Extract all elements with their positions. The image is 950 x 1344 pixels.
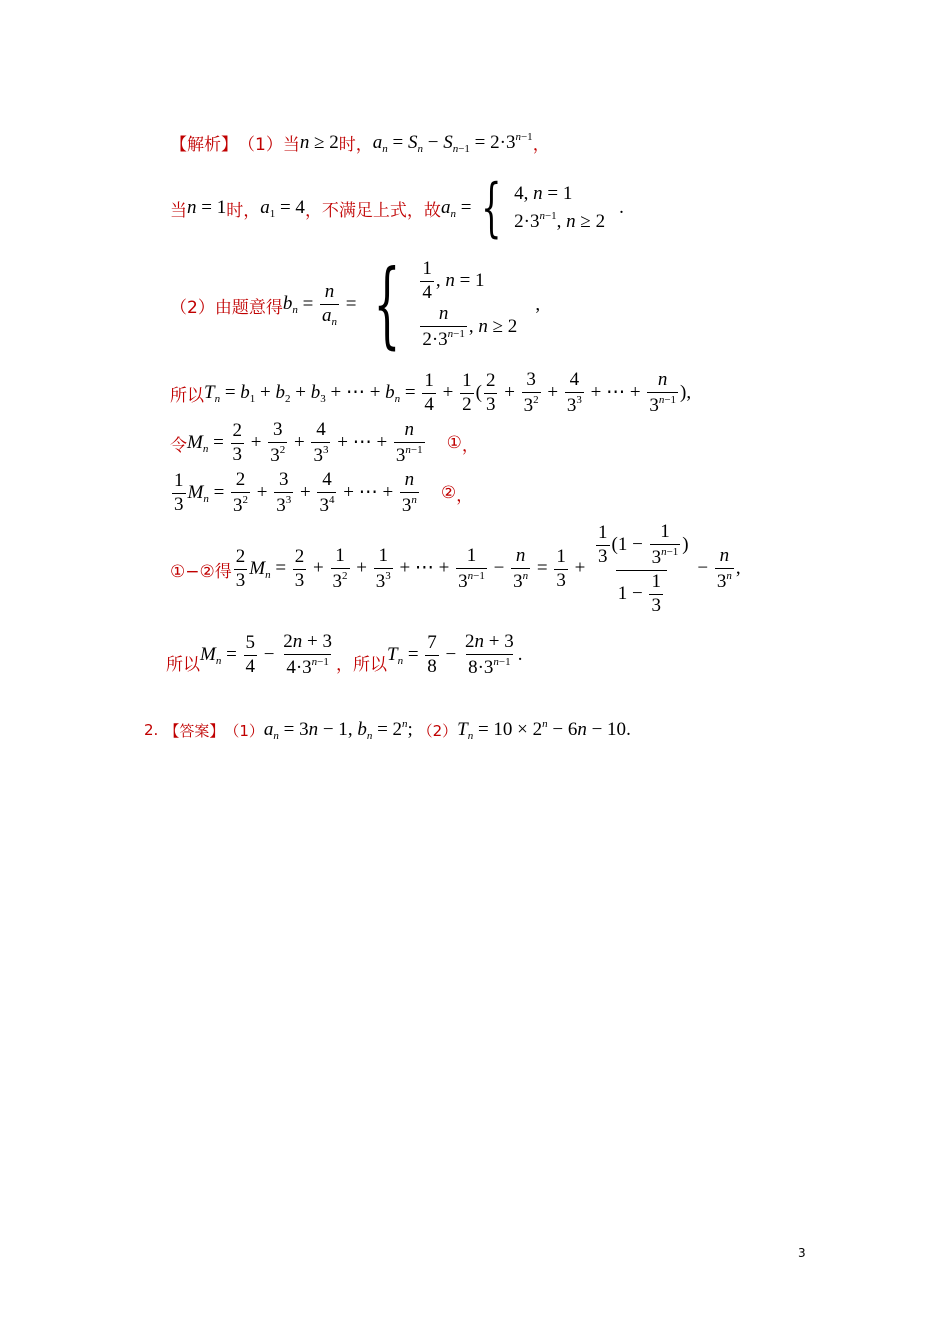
mark-2: ② (440, 483, 457, 504)
answer-formula-tn: $T_n = 10 \times 2^n - 6n - 10$ (457, 718, 627, 742)
answer-label: 【答案】 (164, 721, 225, 740)
answer-formula-bn: $b_n = 2^n$ (357, 718, 408, 742)
solution-label: 【解析】 (170, 135, 238, 155)
page-number: 3 (798, 1246, 806, 1260)
cases-bn: $\frac{1}{4}$ , n = 1 $\frac{n}{2\cdot 3^{n-1}}$ , n ≥ 2 (422, 258, 518, 350)
analysis-line-3: （2）由题意得 $b_n$ = $\frac{n}{a_n}$ = { $\frac{1}{4}$ , n = 1 $\frac{n}{2\cdot 3^{n-1}}$ , n ≥ 2 , (170, 250, 541, 359)
formula-n1: n = 1 (187, 197, 227, 218)
analysis-line-1: 【解析】 （1） 当 n ≥ 2 时， $a_n = S_n - S_{n-1} = 2\cdot 3^{n-1}$ ， (170, 130, 550, 155)
formula-subtract: $\frac{2}{3}$ $M_n$ = $\frac{2}{3}$ + $\frac{1}{3^2}$ + $\frac{1}{3^3}$ + ⋯ + $\frac{1}{3^{n-1}}$ − $\frac{n}{3^n}$ = $\frac{1}{3}$ + $\frac{1}{3}$ (1 − $\frac{1}{3^{n-1}}$ ) 1 − $\frac{1}{3}$ − $\frac{n}{3^n}$ , (235, 521, 741, 616)
not-satisfy-text: ，不满足上式，故 (304, 200, 441, 221)
answer-formula-an: $a_n = 3n - 1$ (263, 718, 348, 742)
when-text: 当 (282, 135, 300, 155)
formula-tn-result: $T_n$ = $\frac{7}{8}$ − $\frac{2n + 3}{8\cdot 3^{n-1}}$ . (386, 631, 523, 678)
answer-part-1: （1） (224, 721, 264, 740)
formula-mn: $M_n$ = $\frac{2}{3}$ + $\frac{3}{3^2}$ + $\frac{4}{3^3}$ + ⋯ + $\frac{n}{3^{n-1}}$ (187, 419, 423, 466)
answer-part-2: （2） (417, 721, 458, 740)
formula-an: $a_n = S_n - S_{n-1} = 2\cdot 3^{n-1}$ (372, 130, 533, 155)
formula-an-cases: $a_n$ = (440, 196, 472, 220)
cases-an: 4, n = 1 $2\cdot 3^{n-1}$, n ≥ 2 (514, 182, 606, 233)
answer-number: 2. (144, 721, 159, 739)
formula-cond: n ≥ 2 (299, 131, 339, 153)
analysis-line-4 (170, 370, 691, 417)
so-text: 所以 (170, 385, 204, 406)
formula-a1: $a_1 = 4$ (260, 196, 305, 220)
formula-mn-result: $M_n$ = $\frac{5}{4}$ − $\frac{2n + 3}{4\cdot 3^{n-1}}$ (200, 631, 332, 678)
answer-line-2: 2. 【答案】 （1） $a_n = 3n - 1$ , $b_n = 2^n$ ; （2） $T_n = 10 \times 2^n - 6n - 10$ . (144, 718, 631, 742)
so-text-2: 所以 (166, 654, 200, 675)
subtract-text: ①−②得 (170, 561, 232, 582)
analysis-line-7 (170, 522, 741, 617)
formula-third-mn: $\frac{1}{3}$ $M_n$ = $\frac{2}{3^2}$ + $\frac{3}{3^3}$ + $\frac{4}{3^4}$ + ⋯ + $\frac{n}{3^n}$ (174, 469, 417, 516)
formula-tn: $T_n = b_1 + b_2 + b_3$ + ⋯ + $b_n$ = $\frac{1}{4}$ + $\frac{1}{2}$ ( $\frac{2}{3}$ + $\frac{3}{3^2}$ + $\frac{4}{3^3}$ + ⋯ + $\frac{n}{3^{n-1}}$ ), (204, 369, 692, 416)
analysis-line-2: 当 n = 1 时， $a_1 = 4$ ，不满足上式，故 $a_n$ = { 4, n = 1 $2\cdot 3^{n-1}$, n ≥ 2 . (170, 171, 624, 245)
analysis-line-8 (166, 632, 522, 679)
analysis-line-5: 令 $M_n$ = $\frac{2}{3}$ + $\frac{3}{3^2}$ + $\frac{4}{3^3}$ + ⋯ + $\frac{n}{3^{n-1}}$ ① ， (170, 419, 479, 466)
left-brace-icon: { (481, 171, 502, 245)
time-text-2: 时， (226, 200, 261, 221)
so-text-3: ，所以 (335, 654, 387, 675)
part-1-label: （1） (238, 135, 283, 155)
formula-bn: $b_n$ = $\frac{n}{a_n}$ = (282, 281, 357, 328)
when-text-2: 当 (170, 200, 187, 221)
left-brace-icon-2: { (372, 250, 400, 359)
time-text: 时， (338, 135, 373, 155)
analysis-line-6: $\frac{1}{3}$ $M_n$ = $\frac{2}{3^2}$ + $\frac{3}{3^3}$ + $\frac{4}{3^4}$ + ⋯ + $\frac{n}{3^n}$ ② ， (170, 470, 473, 517)
part-2-label: （2）由题意得 (170, 297, 283, 318)
mark-1: ① (446, 433, 462, 454)
let-text: 令 (170, 435, 187, 456)
